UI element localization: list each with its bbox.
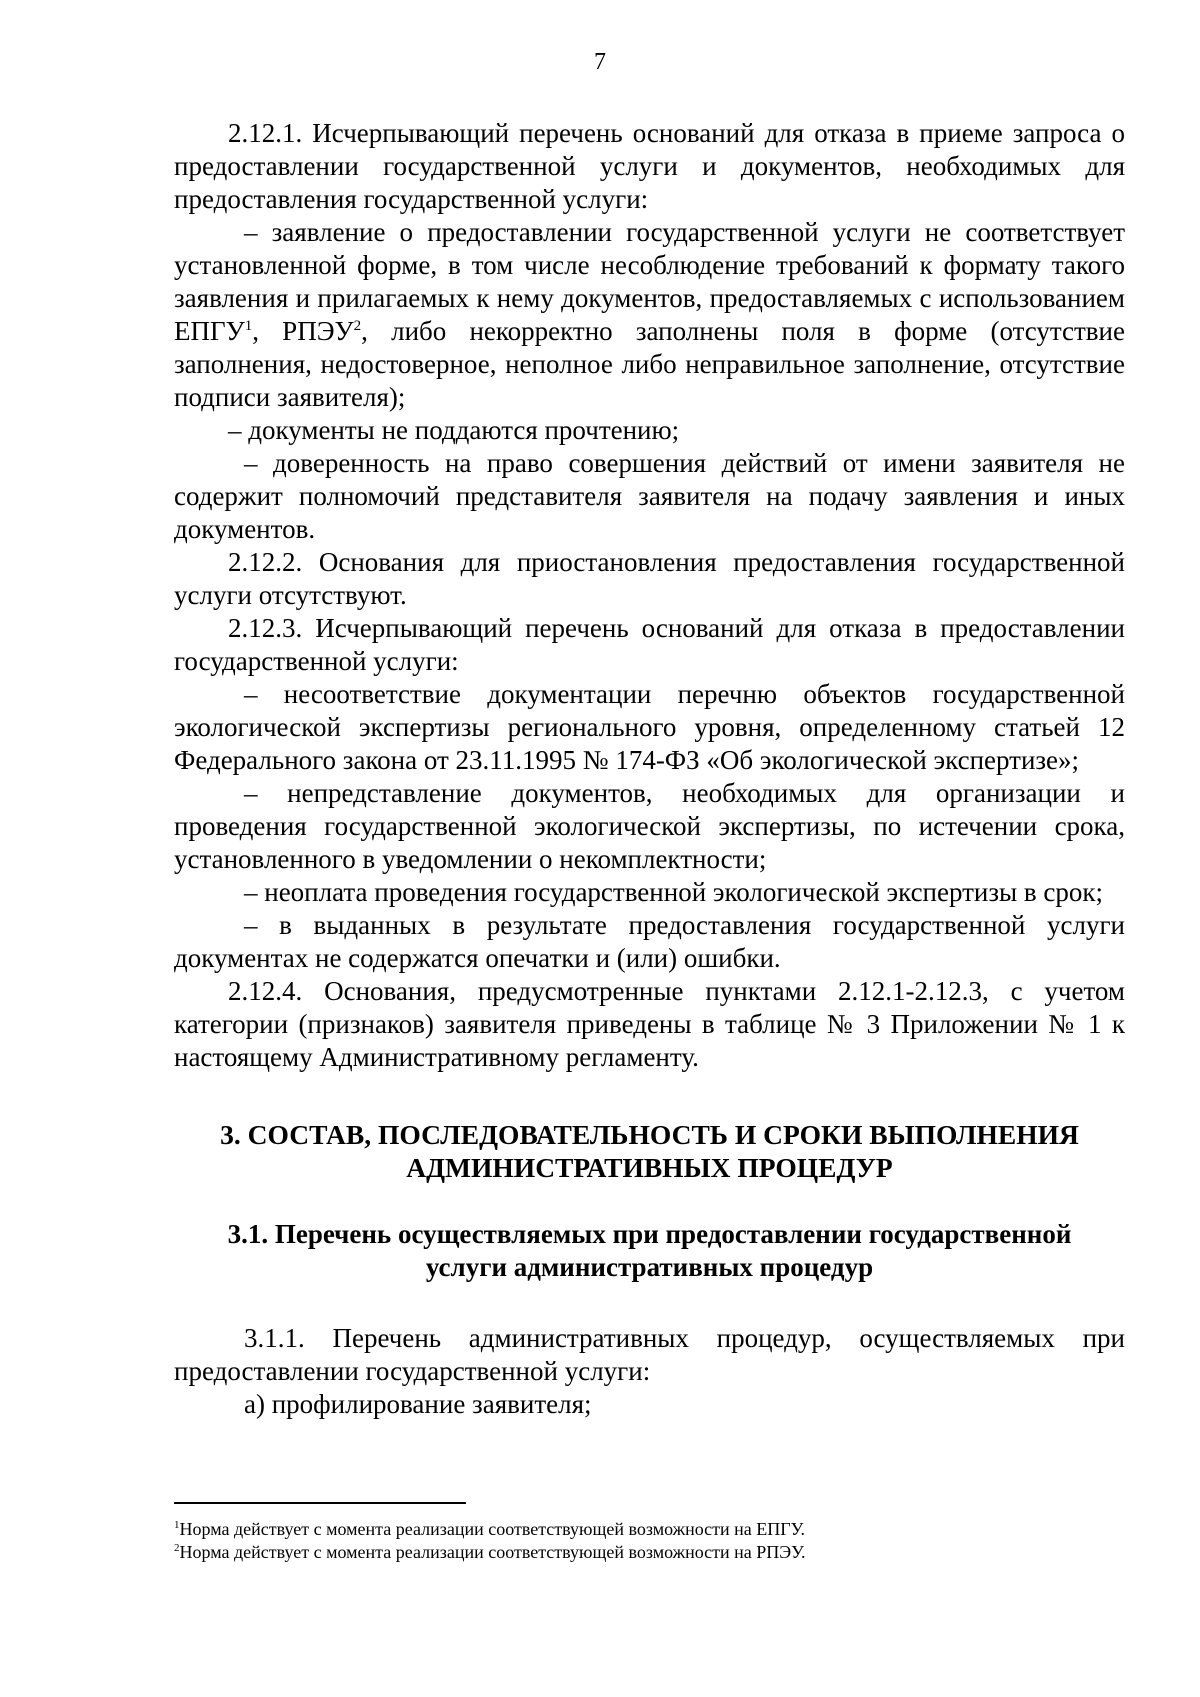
footnote-separator: [174, 1502, 466, 1504]
paragraph-2-12-4: 2.12.4. Основания, предусмотренные пунктами 2.12.1-2.12.3, с учетом категории (признаков) заявителя приведены в таблице № 3 Приложении № 1 к настоящему Административному регламенту.: [174, 976, 1125, 1072]
list-item-text: – заявление о предоставлении государственной услуги не соответствует установленной форме, в том числе несоблюдение требований к формату такого заявления и прилагаемых к нему документов, предоставляемых с использованием ЕПГУ: [174, 217, 1125, 346]
subsection-3-1-heading-line: 3.1. Перечень осуществляемых при предоставлении государственной: [227, 1219, 1072, 1249]
section-3-heading-line: 3. СОСТАВ, ПОСЛЕДОВАТЕЛЬНОСТЬ И СРОКИ ВЫПОЛНЕНИЯ: [220, 1119, 1079, 1150]
footnote-text: Норма действует с момента реализации соответствующей возможности на РПЭУ.: [179, 1542, 806, 1562]
footnote-mark: 2: [174, 1542, 180, 1554]
section-3-heading-line: АДМИНИСТРАТИВНЫХ ПРОЦЕДУР: [406, 1152, 893, 1183]
footnotes: [174, 1518, 1125, 1564]
subsection-3-1-heading: [174, 1218, 1125, 1284]
list-item-a: а) профилирование заявителя;: [244, 1389, 592, 1419]
footnote-ref-1: 1: [244, 318, 253, 334]
document-body: [174, 117, 1125, 1421]
list-item-text: , РПЭУ: [252, 316, 354, 346]
list-item-nonpayment: – неоплата проведения государственной экологической экспертизы в срок;: [244, 877, 1104, 907]
paragraph-2-12-1: 2.12.1. Исчерпывающий перечень оснований для отказа в приеме запроса о предоставлении государственной услуги и документов, необходимых для предоставления государственной услуги:: [174, 118, 1125, 214]
list-item-typos: – в выданных в результате предоставления государственной услуги документах не содержатся опечатки и (или) ошибки.: [174, 910, 1125, 973]
footnote-ref-2: 2: [353, 318, 362, 334]
subsection-3-1-heading-line: услуги административных процедур: [425, 1252, 874, 1282]
list-item-form-mismatch: [174, 216, 1125, 414]
list-item-missing-documents: – непредставление документов, необходимых для организации и проведения государственной экологической экспертизы, по истечении срока, установленного в уведомлении о некомплектности;: [174, 778, 1125, 874]
section-3-heading: [174, 1118, 1125, 1184]
footnote-mark: 1: [174, 1519, 180, 1531]
list-item-text: , либо некорректно заполнены поля в форме (отсутствие заполнения, недостоверное, неполное либо неправильное заполнение, отсутствие подписи заявителя);: [174, 316, 1125, 412]
page-number: 7: [594, 49, 606, 75]
footnote-1: [174, 1518, 1125, 1541]
footnote-2: [174, 1541, 1125, 1564]
list-item-unreadable: – документы не поддаются прочтению;: [228, 415, 680, 445]
paragraph-2-12-3: 2.12.3. Исчерпывающий перечень оснований для отказа в предоставлении государственной услуги:: [174, 613, 1125, 676]
paragraph-3-1-1: 3.1.1. Перечень административных процедур, осуществляемых при предоставлении государственной услуги:: [174, 1323, 1125, 1386]
list-item-nonconformity: – несоответствие документации перечню объектов государственной экологической экспертизы регионального уровня, определенному статьей 12 Федерального закона от 23.11.1995 № 174-ФЗ «Об экологической экспертизе»;: [174, 679, 1125, 775]
paragraph-2-12-2: 2.12.2. Основания для приостановления предоставления государственной услуги отсутствуют.: [174, 547, 1125, 610]
footnote-text: Норма действует с момента реализации соответствующей возможности на ЕПГУ.: [179, 1519, 805, 1539]
list-item-power-of-attorney: – доверенность на право совершения действий от имени заявителя не содержит полномочий представителя заявителя на подачу заявления и иных документов.: [174, 448, 1125, 544]
